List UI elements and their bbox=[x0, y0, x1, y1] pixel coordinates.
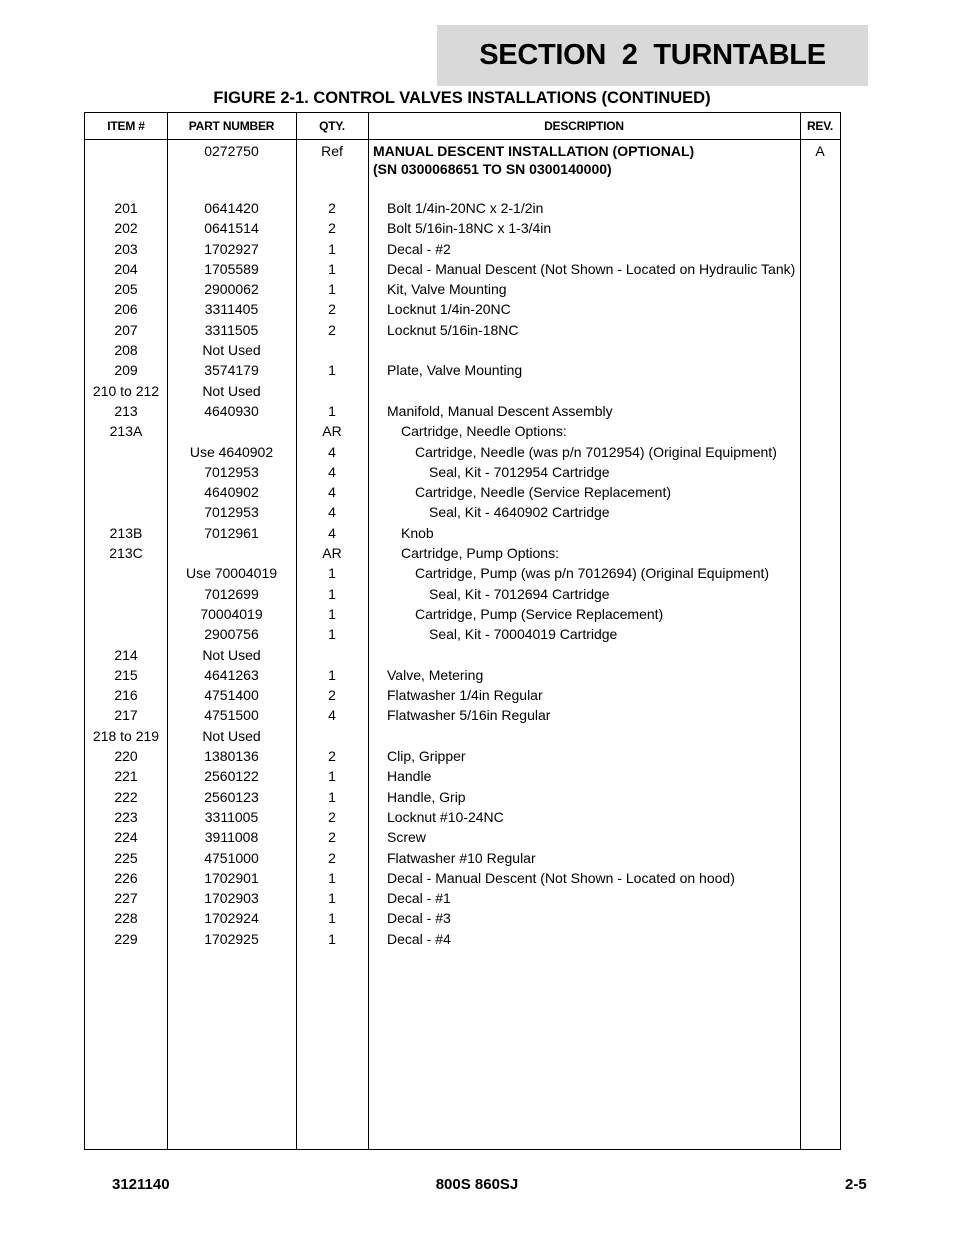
figure-title: FIGURE 2-1. CONTROL VALVES INSTALLATIONS (CONTINUED) bbox=[213, 89, 711, 107]
item-number: 213B bbox=[109, 524, 143, 541]
quantity: 2 bbox=[328, 220, 336, 237]
table-row bbox=[85, 523, 840, 543]
quantity: 4 bbox=[328, 524, 336, 541]
table-row bbox=[85, 705, 840, 725]
part-number: 3574179 bbox=[204, 362, 259, 379]
page-footer bbox=[0, 1176, 954, 1196]
description: Flatwasher 5/16in Regular bbox=[387, 707, 551, 724]
table-header bbox=[85, 113, 840, 140]
quantity: 1 bbox=[328, 910, 336, 927]
footer-document-number: 3121140 bbox=[112, 1176, 170, 1193]
part-number: 4751500 bbox=[204, 707, 259, 724]
quantity: 1 bbox=[328, 240, 336, 257]
quantity: 1 bbox=[328, 605, 336, 622]
table-row bbox=[85, 848, 840, 868]
description: Cartridge, Pump (was p/n 7012694) (Original Equipment) bbox=[415, 565, 770, 582]
item-number: 223 bbox=[114, 808, 138, 825]
item-number: 206 bbox=[114, 301, 138, 318]
part-number: 1702903 bbox=[204, 890, 259, 907]
quantity: 2 bbox=[328, 321, 336, 338]
description: Bolt 1/4in-20NC x 2-1/2in bbox=[387, 200, 544, 216]
table-row bbox=[85, 766, 840, 786]
part-number: Not Used bbox=[202, 727, 261, 744]
quantity: 1 bbox=[328, 281, 336, 298]
part-number: 4751400 bbox=[204, 687, 259, 704]
quantity: 1 bbox=[328, 788, 336, 805]
part-number: 4641263 bbox=[204, 666, 259, 683]
header-qty: QTY. bbox=[319, 119, 345, 133]
description: Clip, Gripper bbox=[387, 748, 466, 765]
item-number: 209 bbox=[114, 362, 138, 379]
header-part-number: PART NUMBER bbox=[188, 119, 275, 133]
assembly-description-line1: MANUAL DESCENT INSTALLATION (OPTIONAL) bbox=[373, 143, 695, 159]
table-row bbox=[85, 604, 840, 624]
item-number: 201 bbox=[114, 200, 138, 216]
quantity: 1 bbox=[328, 930, 336, 947]
description: Bolt 5/16in-18NC x 1-3/4in bbox=[387, 220, 552, 237]
quantity: 1 bbox=[328, 768, 336, 785]
assembly-description bbox=[373, 142, 798, 178]
item-number: 225 bbox=[114, 849, 138, 866]
description: Decal - #2 bbox=[387, 240, 451, 257]
part-number: 7012961 bbox=[204, 524, 259, 541]
item-number: 207 bbox=[114, 321, 138, 338]
item-number: 217 bbox=[114, 707, 138, 724]
item-number: 213 bbox=[114, 402, 138, 419]
table-row bbox=[85, 868, 840, 888]
quantity: 1 bbox=[328, 869, 336, 886]
quantity: Ref bbox=[321, 143, 343, 159]
revision: A bbox=[815, 143, 825, 159]
item-number: 220 bbox=[114, 748, 138, 765]
quantity: 4 bbox=[328, 484, 336, 501]
part-number: 4640930 bbox=[204, 402, 259, 419]
part-number: 1702901 bbox=[204, 869, 259, 886]
table-row bbox=[85, 807, 840, 827]
part-number: 2560122 bbox=[204, 768, 259, 785]
table-row bbox=[85, 685, 840, 705]
item-number: 229 bbox=[114, 930, 138, 947]
part-number: 2900062 bbox=[204, 281, 259, 298]
table-row bbox=[85, 259, 840, 279]
description: Decal - #4 bbox=[387, 930, 451, 947]
quantity: 4 bbox=[328, 707, 336, 724]
table-row bbox=[85, 624, 840, 644]
part-number: 0641514 bbox=[204, 220, 259, 237]
parts-table bbox=[84, 112, 841, 1150]
description: Seal, Kit - 7012694 Cartridge bbox=[429, 585, 610, 602]
description: Handle bbox=[387, 768, 432, 785]
quantity: 2 bbox=[328, 748, 336, 765]
footer-page-number: 2-5 bbox=[845, 1176, 867, 1193]
part-number: 1702925 bbox=[204, 930, 259, 947]
item-number: 221 bbox=[114, 768, 138, 785]
part-number: 1702927 bbox=[204, 240, 259, 257]
table-row bbox=[85, 584, 840, 604]
table-row bbox=[85, 726, 840, 746]
table-row bbox=[85, 563, 840, 583]
description: Cartridge, Needle Options: bbox=[401, 423, 567, 440]
part-number: 2560123 bbox=[204, 788, 259, 805]
item-number: 210 to 212 bbox=[92, 382, 160, 399]
description: Flatwasher 1/4in Regular bbox=[387, 687, 543, 704]
description: Decal - #3 bbox=[387, 910, 451, 927]
quantity: 4 bbox=[328, 463, 336, 480]
part-number: 4640902 bbox=[204, 484, 259, 501]
table-row bbox=[85, 340, 840, 360]
quantity: 2 bbox=[328, 849, 336, 866]
item-number: 202 bbox=[114, 220, 138, 237]
description: Manifold, Manual Descent Assembly bbox=[387, 402, 613, 419]
table-row bbox=[85, 827, 840, 847]
assembly-title-row bbox=[85, 142, 840, 198]
table-row bbox=[85, 462, 840, 482]
part-number: 70004019 bbox=[200, 605, 263, 622]
item-number: 204 bbox=[114, 260, 138, 277]
description: Knob bbox=[401, 524, 434, 541]
description: Cartridge, Pump (Service Replacement) bbox=[415, 605, 664, 622]
description: Locknut #10-24NC bbox=[387, 808, 504, 825]
section-title: SECTION 2 TURNTABLE bbox=[437, 25, 868, 86]
assembly-description-line2: (SN 0300068651 TO SN 0300140000) bbox=[373, 161, 612, 177]
quantity: 2 bbox=[328, 687, 336, 704]
quantity: 1 bbox=[328, 626, 336, 643]
description: Cartridge, Needle (was p/n 7012954) (Original Equipment) bbox=[415, 443, 777, 460]
part-number: 3311405 bbox=[204, 301, 259, 318]
table-row bbox=[85, 239, 840, 259]
table-row bbox=[85, 502, 840, 522]
quantity: 2 bbox=[328, 200, 336, 216]
description: Plate, Valve Mounting bbox=[387, 362, 523, 379]
item-number: 208 bbox=[114, 342, 138, 359]
quantity: 4 bbox=[328, 443, 336, 460]
table-row bbox=[85, 442, 840, 462]
item-number: 222 bbox=[114, 788, 138, 805]
item-number: 228 bbox=[114, 910, 138, 927]
table-row bbox=[85, 421, 840, 441]
description: Screw bbox=[387, 829, 426, 846]
part-number: 4751000 bbox=[204, 849, 259, 866]
table-row bbox=[85, 320, 840, 340]
table-row bbox=[85, 299, 840, 319]
part-number: 3911008 bbox=[204, 829, 259, 846]
table-row bbox=[85, 218, 840, 238]
description: Locknut 1/4in-20NC bbox=[387, 301, 511, 318]
table-row bbox=[85, 381, 840, 401]
item-number: 226 bbox=[114, 869, 138, 886]
item-number: 213A bbox=[109, 423, 143, 440]
description: Seal, Kit - 70004019 Cartridge bbox=[429, 626, 618, 643]
header-description: DESCRIPTION bbox=[544, 119, 624, 133]
quantity: 1 bbox=[328, 666, 336, 683]
quantity: 1 bbox=[328, 362, 336, 379]
item-number: 224 bbox=[114, 829, 138, 846]
part-number: Not Used bbox=[202, 342, 261, 359]
item-number: 215 bbox=[114, 666, 138, 683]
item-number: 214 bbox=[114, 646, 138, 663]
description: Seal, Kit - 7012954 Cartridge bbox=[429, 463, 610, 480]
part-number: 7012953 bbox=[204, 463, 259, 480]
description: Seal, Kit - 4640902 Cartridge bbox=[429, 504, 610, 521]
table-row bbox=[85, 543, 840, 563]
part-number: Not Used bbox=[202, 646, 261, 663]
table-row bbox=[85, 929, 840, 949]
description: Cartridge, Pump Options: bbox=[401, 545, 559, 562]
part-number: Not Used bbox=[202, 382, 261, 399]
description: Decal - Manual Descent (Not Shown - Located on hood) bbox=[387, 869, 735, 886]
table-row bbox=[85, 746, 840, 766]
table-row bbox=[85, 665, 840, 685]
item-number: 227 bbox=[114, 890, 138, 907]
quantity: 2 bbox=[328, 829, 336, 846]
description: Handle, Grip bbox=[387, 788, 466, 805]
item-number: 203 bbox=[114, 240, 138, 257]
footer-model: 800S 860SJ bbox=[435, 1176, 519, 1193]
item-number: 213C bbox=[109, 545, 143, 562]
table-body bbox=[85, 142, 840, 949]
item-number: 216 bbox=[114, 687, 138, 704]
quantity: 1 bbox=[328, 585, 336, 602]
table-row bbox=[85, 401, 840, 421]
part-number: 7012699 bbox=[204, 585, 259, 602]
description: Flatwasher #10 Regular bbox=[387, 849, 536, 866]
table-row bbox=[85, 888, 840, 908]
description: Decal - Manual Descent (Not Shown - Located on Hydraulic Tank) bbox=[387, 260, 796, 277]
header-rev: REV. bbox=[806, 119, 834, 133]
quantity: AR bbox=[322, 545, 342, 562]
table-row bbox=[85, 360, 840, 380]
part-number: 3311005 bbox=[204, 808, 259, 825]
table-row bbox=[85, 787, 840, 807]
table-row bbox=[85, 279, 840, 299]
quantity: 1 bbox=[328, 890, 336, 907]
part-number: 1702924 bbox=[204, 910, 259, 927]
quantity: 2 bbox=[328, 301, 336, 318]
quantity: 1 bbox=[328, 402, 336, 419]
table-row bbox=[85, 482, 840, 502]
quantity: 2 bbox=[328, 808, 336, 825]
description: Cartridge, Needle (Service Replacement) bbox=[415, 484, 671, 501]
quantity: 1 bbox=[328, 260, 336, 277]
header-item: ITEM # bbox=[107, 119, 145, 133]
item-number: 205 bbox=[114, 281, 138, 298]
part-number: 1380136 bbox=[204, 748, 259, 765]
quantity: AR bbox=[322, 423, 342, 440]
table-row bbox=[85, 908, 840, 928]
part-number: 7012953 bbox=[204, 504, 259, 521]
table-row bbox=[85, 198, 840, 218]
item-number: 218 to 219 bbox=[92, 727, 160, 744]
part-number: 2900756 bbox=[204, 626, 259, 643]
part-number: 0272750 bbox=[204, 143, 259, 159]
part-number: 1705589 bbox=[204, 260, 259, 277]
part-number: 0641420 bbox=[204, 200, 259, 216]
part-number: 3311505 bbox=[204, 321, 259, 338]
part-number: Use 70004019 bbox=[185, 565, 278, 582]
description: Decal - #1 bbox=[387, 890, 451, 907]
description: Kit, Valve Mounting bbox=[387, 281, 507, 298]
quantity: 1 bbox=[328, 565, 336, 582]
description: Locknut 5/16in-18NC bbox=[387, 321, 519, 338]
part-number: Use 4640902 bbox=[189, 443, 274, 460]
table-row bbox=[85, 645, 840, 665]
quantity: 4 bbox=[328, 504, 336, 521]
description: Valve, Metering bbox=[387, 666, 484, 683]
